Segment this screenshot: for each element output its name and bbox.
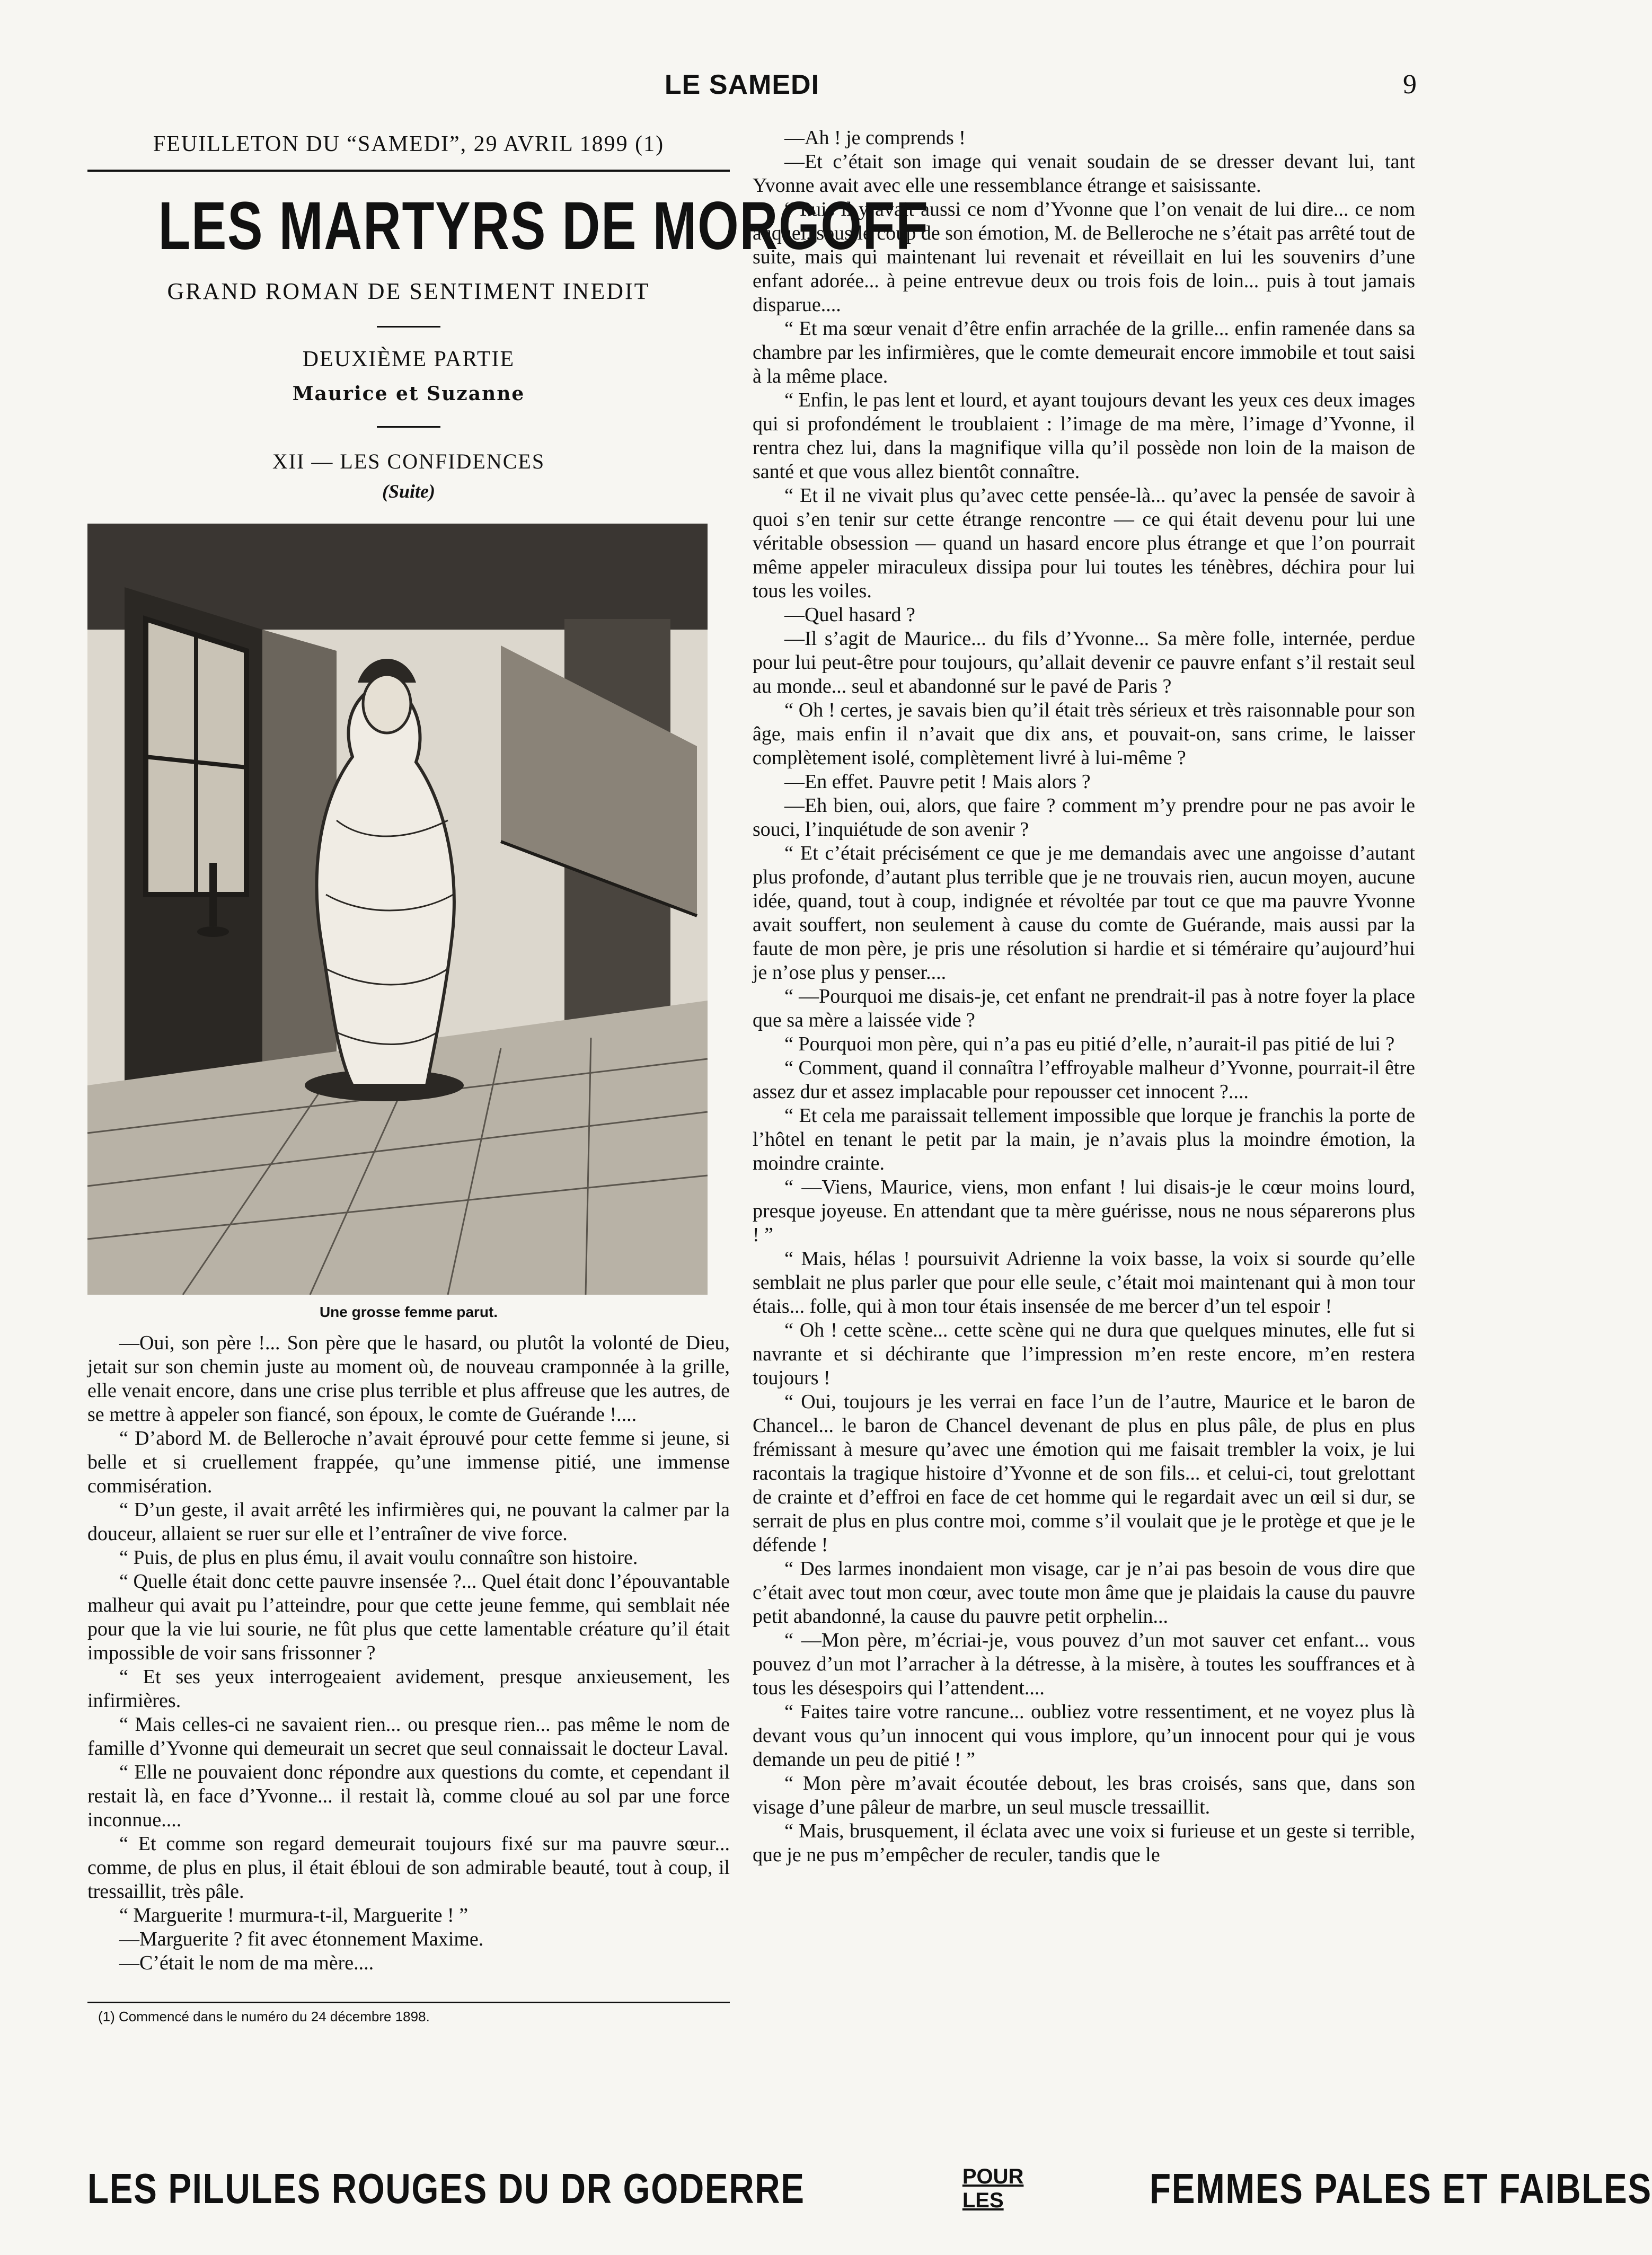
footnote-rule xyxy=(87,2002,730,2003)
right-column xyxy=(753,126,1415,1867)
paragraph: “ Et il ne vivait plus qu’avec cette pensée-là... qu’avec la pensée de savoir à quoi s’en tenir sur cette étrange rencontre — ce qui était devenu pour lui une véritable obsession — quand un hasard encore plus étrange et que l’on pourrait même appeler miraculeux dissipa pour lui toutes les ténèbres, déchira pour lui tous les voiles. xyxy=(753,484,1415,602)
advertisement-banner xyxy=(87,2160,1652,2218)
paragraph: —Et c’était son image qui venait soudain de se dresser devant lui, tant Yvonne avait avec elle une ressemblance étrange et saisissante. xyxy=(753,151,1415,197)
paragraph: “ D’abord M. de Belleroche n’avait éprouvé pour cette femme si jeune, si belle et si cruellement frappée, qu’une immense pitié, une immense commisération. xyxy=(87,1427,730,1498)
divider xyxy=(377,326,440,328)
feuilleton-heading: FEUILLETON DU “SAMEDI”, 29 AVRIL 1899 (1) xyxy=(153,132,665,156)
part-heading: DEUXIÈME PARTIE xyxy=(302,347,515,372)
footnote: (1) Commencé dans le numéro du 24 décembre 1898. xyxy=(98,2009,430,2025)
heading-rule xyxy=(87,170,730,172)
paragraph: —Marguerite ? fit avec étonnement Maxime. xyxy=(119,1928,484,1951)
ad-left-text: LES PILULES ROUGES DU DR GODERRE xyxy=(87,2165,805,2212)
paragraph: “ Comment, quand il connaîtra l’effroyable malheur d’Yvonne, pourrait-il être assez dur et assez implacable pour repousser cet innocent ?.... xyxy=(753,1057,1415,1103)
paragraph: “ Oh ! certes, je savais bien qu’il était très sérieux et très raisonnable pour son âge, mais enfin il n’avait que dix ans, et pouvait-on, sans crime, le laisser complètement isolé, complètement livré à lui-même ? xyxy=(753,699,1415,769)
paragraph: “ Oui, toujours je les verrai en face l’un de l’autre, Maurice et le baron de Chancel... le baron de Chancel devenant de plus en plus pâle, de plus en plus frémissant à mesure qu’avec une émotion qui me faisait trembler la voix, je lui racontais la tragique histoire d’Yvonne et de son fils... et celui-ci, tout grelottant de crainte et d’effroi en face de cet homme qui le regardait avec un œil si dur, se serrait de plus en plus contre moi, comme s’il voulait que je le protège et que je le défende ! xyxy=(753,1391,1415,1556)
paragraph: “ Des larmes inondaient mon visage, car je n’ai pas besoin de vous dire que c’était avec tout mon cœur, avec toute mon âme que je plaidais la cause du pauvre petit abandonné, la cause du pauvre petit orphelin... xyxy=(753,1558,1415,1628)
paragraph: “ D’un geste, il avait arrêté les infirmières qui, ne pouvant la calmer par la douceur, allaient se ruer sur elle et l’entraîner de vive force. xyxy=(87,1499,730,1545)
paragraph: —Quel hasard ? xyxy=(784,604,915,626)
engraving-illustration xyxy=(87,524,708,1295)
left-text xyxy=(87,1331,730,1975)
suite-label: (Suite) xyxy=(382,481,435,502)
novel-subtitle: GRAND ROMAN DE SENTIMENT INEDIT xyxy=(167,278,650,305)
page-number: 9 xyxy=(1403,69,1417,100)
divider xyxy=(377,426,440,428)
paragraph: —Ah ! je comprends ! xyxy=(784,127,966,149)
paragraph: “ Enfin, le pas lent et lourd, et ayant toujours devant les yeux ces deux images qui si profondément le troublaient : l’image de ma mère, l’image d’Yvonne, il rentra chez lui, dans la magnifique villa qu’il possède non loin de la maison de santé et que vous allez bientôt connaître. xyxy=(753,389,1415,483)
paragraph: “ Mais celles-ci ne savaient rien... ou presque rien... pas même le nom de famille d’Yvonne qui demeurait un secret que seul connaissait le docteur Laval. xyxy=(87,1713,730,1760)
paragraph: “ Puis il y avait aussi ce nom d’Yvonne que l’on venait de lui dire... ce nom auquel, sous le coup de son émotion, M. de Belleroche ne s’était pas arrêté tout de suite, mais qui maintenant lui revenait et réveillait en lui les souvenirs d’une enfant adorée... à peine entrevue deux ou trois fois de loin... puis à tout jamais disparue.... xyxy=(753,198,1415,316)
illustration-caption: Une grosse femme parut. xyxy=(319,1304,498,1321)
paragraph: —Il s’agit de Maurice... du fils d’Yvonne... Sa mère folle, internée, perdue pour lui peut-être pour toujours, qu’allait devenir ce pauvre enfant s’il restait seul au monde... seul et abandonné sur le pavé de Paris ? xyxy=(753,627,1415,697)
running-title: LE SAMEDI xyxy=(664,69,820,100)
paragraph: —Eh bien, oui, alors, que faire ? comment m’y prendre pour ne pas avoir le souci, l’inquiétude de son avenir ? xyxy=(753,794,1415,841)
paragraph: “ —Pourquoi me disais-je, cet enfant ne prendrait-il pas à notre foyer la place que sa mère a laissée vide ? xyxy=(753,985,1415,1031)
paragraph: “ Oh ! cette scène... cette scène qui ne dura que quelques minutes, elle fut si navrante et si déchirante que l’impression m’en reste encore, m’en restera toujours ! xyxy=(753,1319,1415,1389)
paragraph: “ Et ses yeux interrogeaient avidement, presque anxieusement, les infirmières. xyxy=(87,1666,730,1712)
paragraph: “ Puis, de plus en plus ému, il avait voulu connaître son histoire. xyxy=(119,1546,638,1569)
paragraph: “ —Viens, Maurice, viens, mon enfant ! lui disais-je le cœur moins lourd, presque joyeuse. En attendant que ta mère guérisse, nous ne nous séparerons plus ! ” xyxy=(753,1176,1415,1246)
paragraph: “ Et ma sœur venait d’être enfin arrachée de la grille... enfin ramenée dans sa chambre par les infirmières, que le comte demeurait encore immobile et tout saisi à la même place. xyxy=(753,317,1415,387)
paragraph: —C’était le nom de ma mère.... xyxy=(119,1952,374,1975)
chapter-heading: XII — LES CONFIDENCES xyxy=(272,449,545,474)
ad-middle-text: POUR LES xyxy=(962,2165,1024,2212)
paragraph: “ Faites taire votre rancune... oubliez votre ressentiment, et ne voyez plus là devant vous qu’un innocent qui vous implore, qu’un innocent pour qui je vous demande un peu de pitié ! ” xyxy=(753,1701,1415,1771)
paragraph: “ Et comme son regard demeurait toujours fixé sur ma pauvre sœur... comme, de plus en plus, il était ébloui de son admirable beauté, tout à coup, il tressaillit, très pâle. xyxy=(87,1833,730,1903)
paragraph: “ Marguerite ! murmura-t-il, Marguerite ! ” xyxy=(119,1904,469,1927)
paragraph: “ Et c’était précisément ce que je me demandais avec une angoisse d’autant plus profonde, d’autant plus terrible que je ne trouvais rien, aucun moyen, aucune idée, quand, tout à coup, indignée et révoltée par tout ce que ma pauvre Yvonne avait souffert, non seulement à cause du comte de Guérande, mais aussi par la faute de mon père, je pris une résolution si hardie et si téméraire qu’aujourd’hui je n’ose plus y penser.... xyxy=(753,842,1415,984)
section-heading: Maurice et Suzanne xyxy=(292,383,525,405)
ad-right-group xyxy=(962,2164,1652,2213)
paragraph: “ Elle ne pouvaient donc répondre aux questions du comte, et cependant il restait là, en face d’Yvonne... il restait là, comme cloué au sol par une force inconnue.... xyxy=(87,1761,730,1832)
paragraph: “ —Mon père, m’écriai-je, vous pouvez d’un mot sauver cet enfant... vous pouvez d’un mot l’arracher à la détresse, à la misère, à toutes les souffrances et à tous les désespoirs qui l’attendent.... xyxy=(753,1629,1415,1699)
ad-right-text: FEMMES PALES ET FAIBLES xyxy=(1150,2165,1652,2212)
page-header xyxy=(0,69,1483,111)
paragraph: “ Et cela me paraissait tellement impossible que lorque je franchis la porte de l’hôtel en tenant le petit par la main, je n’avais plus la moindre émotion, la moindre crainte. xyxy=(753,1104,1415,1174)
novel-title: LES MARTYRS DE MORGOFF xyxy=(158,188,929,264)
paragraph: “ Mais, hélas ! poursuivit Adrienne la voix basse, la voix si sourde qu’elle semblait ne plus parler que pour elle seule, c’était moi maintenant qui à mon tour étais... folle, qui à mon tour étais insensée de me bercer d’un tel espoir ! xyxy=(753,1248,1415,1317)
paragraph: “ Mon père m’avait écoutée debout, les bras croisés, sans que, dans son visage d’une pâleur de marbre, un seul muscle tressaillit. xyxy=(753,1772,1415,1818)
paragraph: —Oui, son père !... Son père que le hasard, ou plutôt la volonté de Dieu, jetait sur son chemin juste au moment où, de nouveau cramponnée à la grille, elle venait encore, dans une crise plus terrible et plus affreuse que les autres, de se mettre à appeler son fiancé, son époux, le comte de Guérande !.... xyxy=(87,1332,730,1426)
paragraph: “ Pourquoi mon père, qui n’a pas eu pitié d’elle, n’aurait-il pas pitié de lui ? xyxy=(784,1033,1395,1055)
paragraph: —En effet. Pauvre petit ! Mais alors ? xyxy=(784,771,1091,793)
paragraph: “ Quelle était donc cette pauvre insensée ?... Quel était donc l’épouvantable malheur qui avait pu l’atteindre, pour que cette jeune femme, qui semblait née pour que la vie lui sourie, ne fût plus que cette lamentable créature qu’il était impossible de voir sans frissonner ? xyxy=(87,1570,730,1665)
paragraph: “ Mais, brusquement, il éclata avec une voix si furieuse et un geste si terrible, que je ne pus m’empêcher de reculer, tandis que le xyxy=(753,1820,1415,1866)
